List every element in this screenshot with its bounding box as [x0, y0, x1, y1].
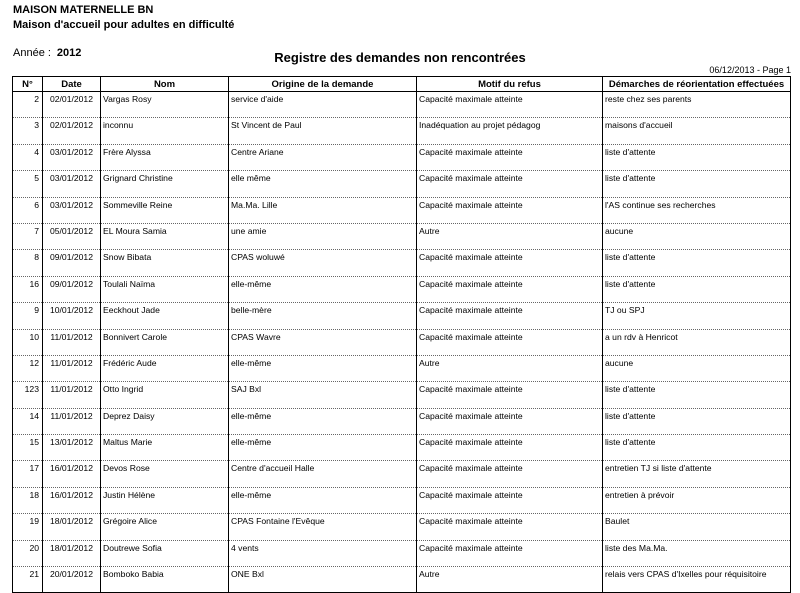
cell-date: 11/01/2012 [43, 382, 101, 408]
cell-nom: Vargas Rosy [101, 92, 229, 118]
cell-num: 6 [13, 197, 43, 223]
cell-demarches: relais vers CPAS d'Ixelles pour réquisitoire [603, 567, 791, 593]
cell-nom: EL Moura Samia [101, 223, 229, 249]
cell-demarches: a un rdv à Henricot [603, 329, 791, 355]
cell-motif: Capacité maximale atteinte [417, 303, 603, 329]
cell-nom: Frère Alyssa [101, 144, 229, 170]
cell-demarches: TJ ou SPJ [603, 303, 791, 329]
cell-date: 09/01/2012 [43, 276, 101, 302]
cell-date: 09/01/2012 [43, 250, 101, 276]
table-row [13, 303, 791, 329]
cell-num: 123 [13, 382, 43, 408]
year-value: 2012 [56, 47, 82, 59]
cell-nom: Sommeville Reine [101, 197, 229, 223]
cell-origine: elle-même [229, 355, 417, 381]
cell-nom: Grégoire Alice [101, 514, 229, 540]
cell-nom: Otto Ingrid [101, 382, 229, 408]
cell-origine: Ma.Ma. Lille [229, 197, 417, 223]
cell-nom: Devos Rose [101, 461, 229, 487]
cell-nom: Maltus Marie [101, 435, 229, 461]
table-row [13, 435, 791, 461]
cell-num: 19 [13, 514, 43, 540]
cell-motif: Capacité maximale atteinte [417, 276, 603, 302]
cell-motif: Capacité maximale atteinte [417, 144, 603, 170]
cell-motif: Capacité maximale atteinte [417, 435, 603, 461]
cell-date: 13/01/2012 [43, 435, 101, 461]
cell-date: 02/01/2012 [43, 92, 101, 118]
cell-origine: elle-même [229, 408, 417, 434]
cell-motif: Capacité maximale atteinte [417, 250, 603, 276]
table-row [13, 461, 791, 487]
cell-date: 03/01/2012 [43, 144, 101, 170]
cell-motif: Capacité maximale atteinte [417, 514, 603, 540]
table-row [13, 223, 791, 249]
cell-motif: Capacité maximale atteinte [417, 382, 603, 408]
cell-origine: ONE Bxl [229, 567, 417, 593]
cell-num: 10 [13, 329, 43, 355]
cell-num: 18 [13, 487, 43, 513]
cell-motif: Capacité maximale atteinte [417, 540, 603, 566]
cell-origine: elle-même [229, 487, 417, 513]
cell-num: 5 [13, 171, 43, 197]
cell-date: 11/01/2012 [43, 408, 101, 434]
organization-name: MAISON MATERNELLE BN [13, 4, 154, 16]
cell-num: 9 [13, 303, 43, 329]
cell-demarches: entretien à prévoir [603, 487, 791, 513]
cell-date: 16/01/2012 [43, 461, 101, 487]
cell-num: 14 [13, 408, 43, 434]
cell-nom: Deprez Daisy [101, 408, 229, 434]
column-header-date: Date [43, 77, 101, 92]
cell-origine: belle-mère [229, 303, 417, 329]
cell-demarches: liste d'attente [603, 250, 791, 276]
cell-demarches: entretien TJ si liste d'attente [603, 461, 791, 487]
cell-num: 7 [13, 223, 43, 249]
date-page-indicator: 06/12/2013 - Page 1 [709, 65, 791, 75]
table-row [13, 92, 791, 118]
cell-origine: Centre d'accueil Halle [229, 461, 417, 487]
table-header-row [13, 77, 791, 92]
cell-demarches: maisons d'accueil [603, 118, 791, 144]
table-row [13, 540, 791, 566]
cell-origine: Centre Ariane [229, 144, 417, 170]
year-label: Année : [13, 47, 51, 59]
cell-date: 10/01/2012 [43, 303, 101, 329]
cell-nom: Snow Bibata [101, 250, 229, 276]
cell-origine: CPAS Fontaine l'Evêque [229, 514, 417, 540]
cell-date: 18/01/2012 [43, 514, 101, 540]
cell-date: 18/01/2012 [43, 540, 101, 566]
cell-nom: Doutrewe Sofia [101, 540, 229, 566]
cell-num: 4 [13, 144, 43, 170]
cell-date: 02/01/2012 [43, 118, 101, 144]
cell-demarches: liste d'attente [603, 382, 791, 408]
column-header-motif: Motif du refus [417, 77, 603, 92]
cell-motif: Capacité maximale atteinte [417, 461, 603, 487]
cell-origine: SAJ Bxl [229, 382, 417, 408]
column-header-origine: Origine de la demande [229, 77, 417, 92]
cell-nom: Grignard Christine [101, 171, 229, 197]
table-row [13, 487, 791, 513]
cell-demarches: liste d'attente [603, 435, 791, 461]
cell-origine: service d'aide [229, 92, 417, 118]
cell-motif: Capacité maximale atteinte [417, 408, 603, 434]
cell-num: 12 [13, 355, 43, 381]
table-row [13, 408, 791, 434]
cell-nom: Bonnivert Carole [101, 329, 229, 355]
table-row [13, 197, 791, 223]
cell-origine: 4 vents [229, 540, 417, 566]
cell-date: 16/01/2012 [43, 487, 101, 513]
cell-num: 15 [13, 435, 43, 461]
cell-date: 03/01/2012 [43, 197, 101, 223]
cell-motif: Autre [417, 567, 603, 593]
cell-num: 2 [13, 92, 43, 118]
table-row [13, 276, 791, 302]
cell-motif: Capacité maximale atteinte [417, 171, 603, 197]
cell-demarches: aucune [603, 223, 791, 249]
cell-origine: St Vincent de Paul [229, 118, 417, 144]
cell-nom: Bomboko Babia [101, 567, 229, 593]
cell-demarches: liste d'attente [603, 171, 791, 197]
cell-motif: Inadéquation au projet pédagog [417, 118, 603, 144]
cell-origine: CPAS woluwé [229, 250, 417, 276]
cell-motif: Capacité maximale atteinte [417, 487, 603, 513]
cell-demarches: l'AS continue ses recherches [603, 197, 791, 223]
cell-demarches: liste d'attente [603, 144, 791, 170]
cell-date: 11/01/2012 [43, 329, 101, 355]
cell-motif: Capacité maximale atteinte [417, 197, 603, 223]
cell-demarches: liste d'attente [603, 408, 791, 434]
table-row [13, 355, 791, 381]
cell-origine: CPAS Wavre [229, 329, 417, 355]
register-table [12, 76, 791, 593]
cell-date: 05/01/2012 [43, 223, 101, 249]
table-row [13, 514, 791, 540]
table-row [13, 329, 791, 355]
column-header-num: N° [13, 77, 43, 92]
cell-nom: Justin Hélène [101, 487, 229, 513]
table-row [13, 144, 791, 170]
cell-nom: Toulali Naïma [101, 276, 229, 302]
cell-demarches: liste des Ma.Ma. [603, 540, 791, 566]
cell-demarches: Baulet [603, 514, 791, 540]
table-row [13, 250, 791, 276]
cell-nom: inconnu [101, 118, 229, 144]
cell-demarches: liste d'attente [603, 276, 791, 302]
cell-nom: Frédéric Aude [101, 355, 229, 381]
table-row [13, 382, 791, 408]
cell-demarches: aucune [603, 355, 791, 381]
table-row [13, 118, 791, 144]
organization-subtitle: Maison d'accueil pour adultes en difficulté [13, 19, 235, 31]
cell-num: 17 [13, 461, 43, 487]
cell-motif: Capacité maximale atteinte [417, 329, 603, 355]
cell-motif: Autre [417, 355, 603, 381]
column-header-demarches: Démarches de réorientation effectuées [603, 77, 791, 92]
table-row [13, 567, 791, 593]
cell-num: 20 [13, 540, 43, 566]
cell-origine: elle-même [229, 435, 417, 461]
cell-date: 03/01/2012 [43, 171, 101, 197]
cell-date: 11/01/2012 [43, 355, 101, 381]
cell-nom: Eeckhout Jade [101, 303, 229, 329]
cell-num: 3 [13, 118, 43, 144]
cell-date: 20/01/2012 [43, 567, 101, 593]
cell-origine: elle-même [229, 276, 417, 302]
cell-origine: elle même [229, 171, 417, 197]
cell-origine: une amie [229, 223, 417, 249]
table-row [13, 171, 791, 197]
cell-num: 8 [13, 250, 43, 276]
cell-motif: Capacité maximale atteinte [417, 92, 603, 118]
column-header-nom: Nom [101, 77, 229, 92]
page-title: Registre des demandes non rencontrées [274, 50, 526, 65]
cell-motif: Autre [417, 223, 603, 249]
cell-num: 16 [13, 276, 43, 302]
cell-num: 21 [13, 567, 43, 593]
cell-demarches: reste chez ses parents [603, 92, 791, 118]
